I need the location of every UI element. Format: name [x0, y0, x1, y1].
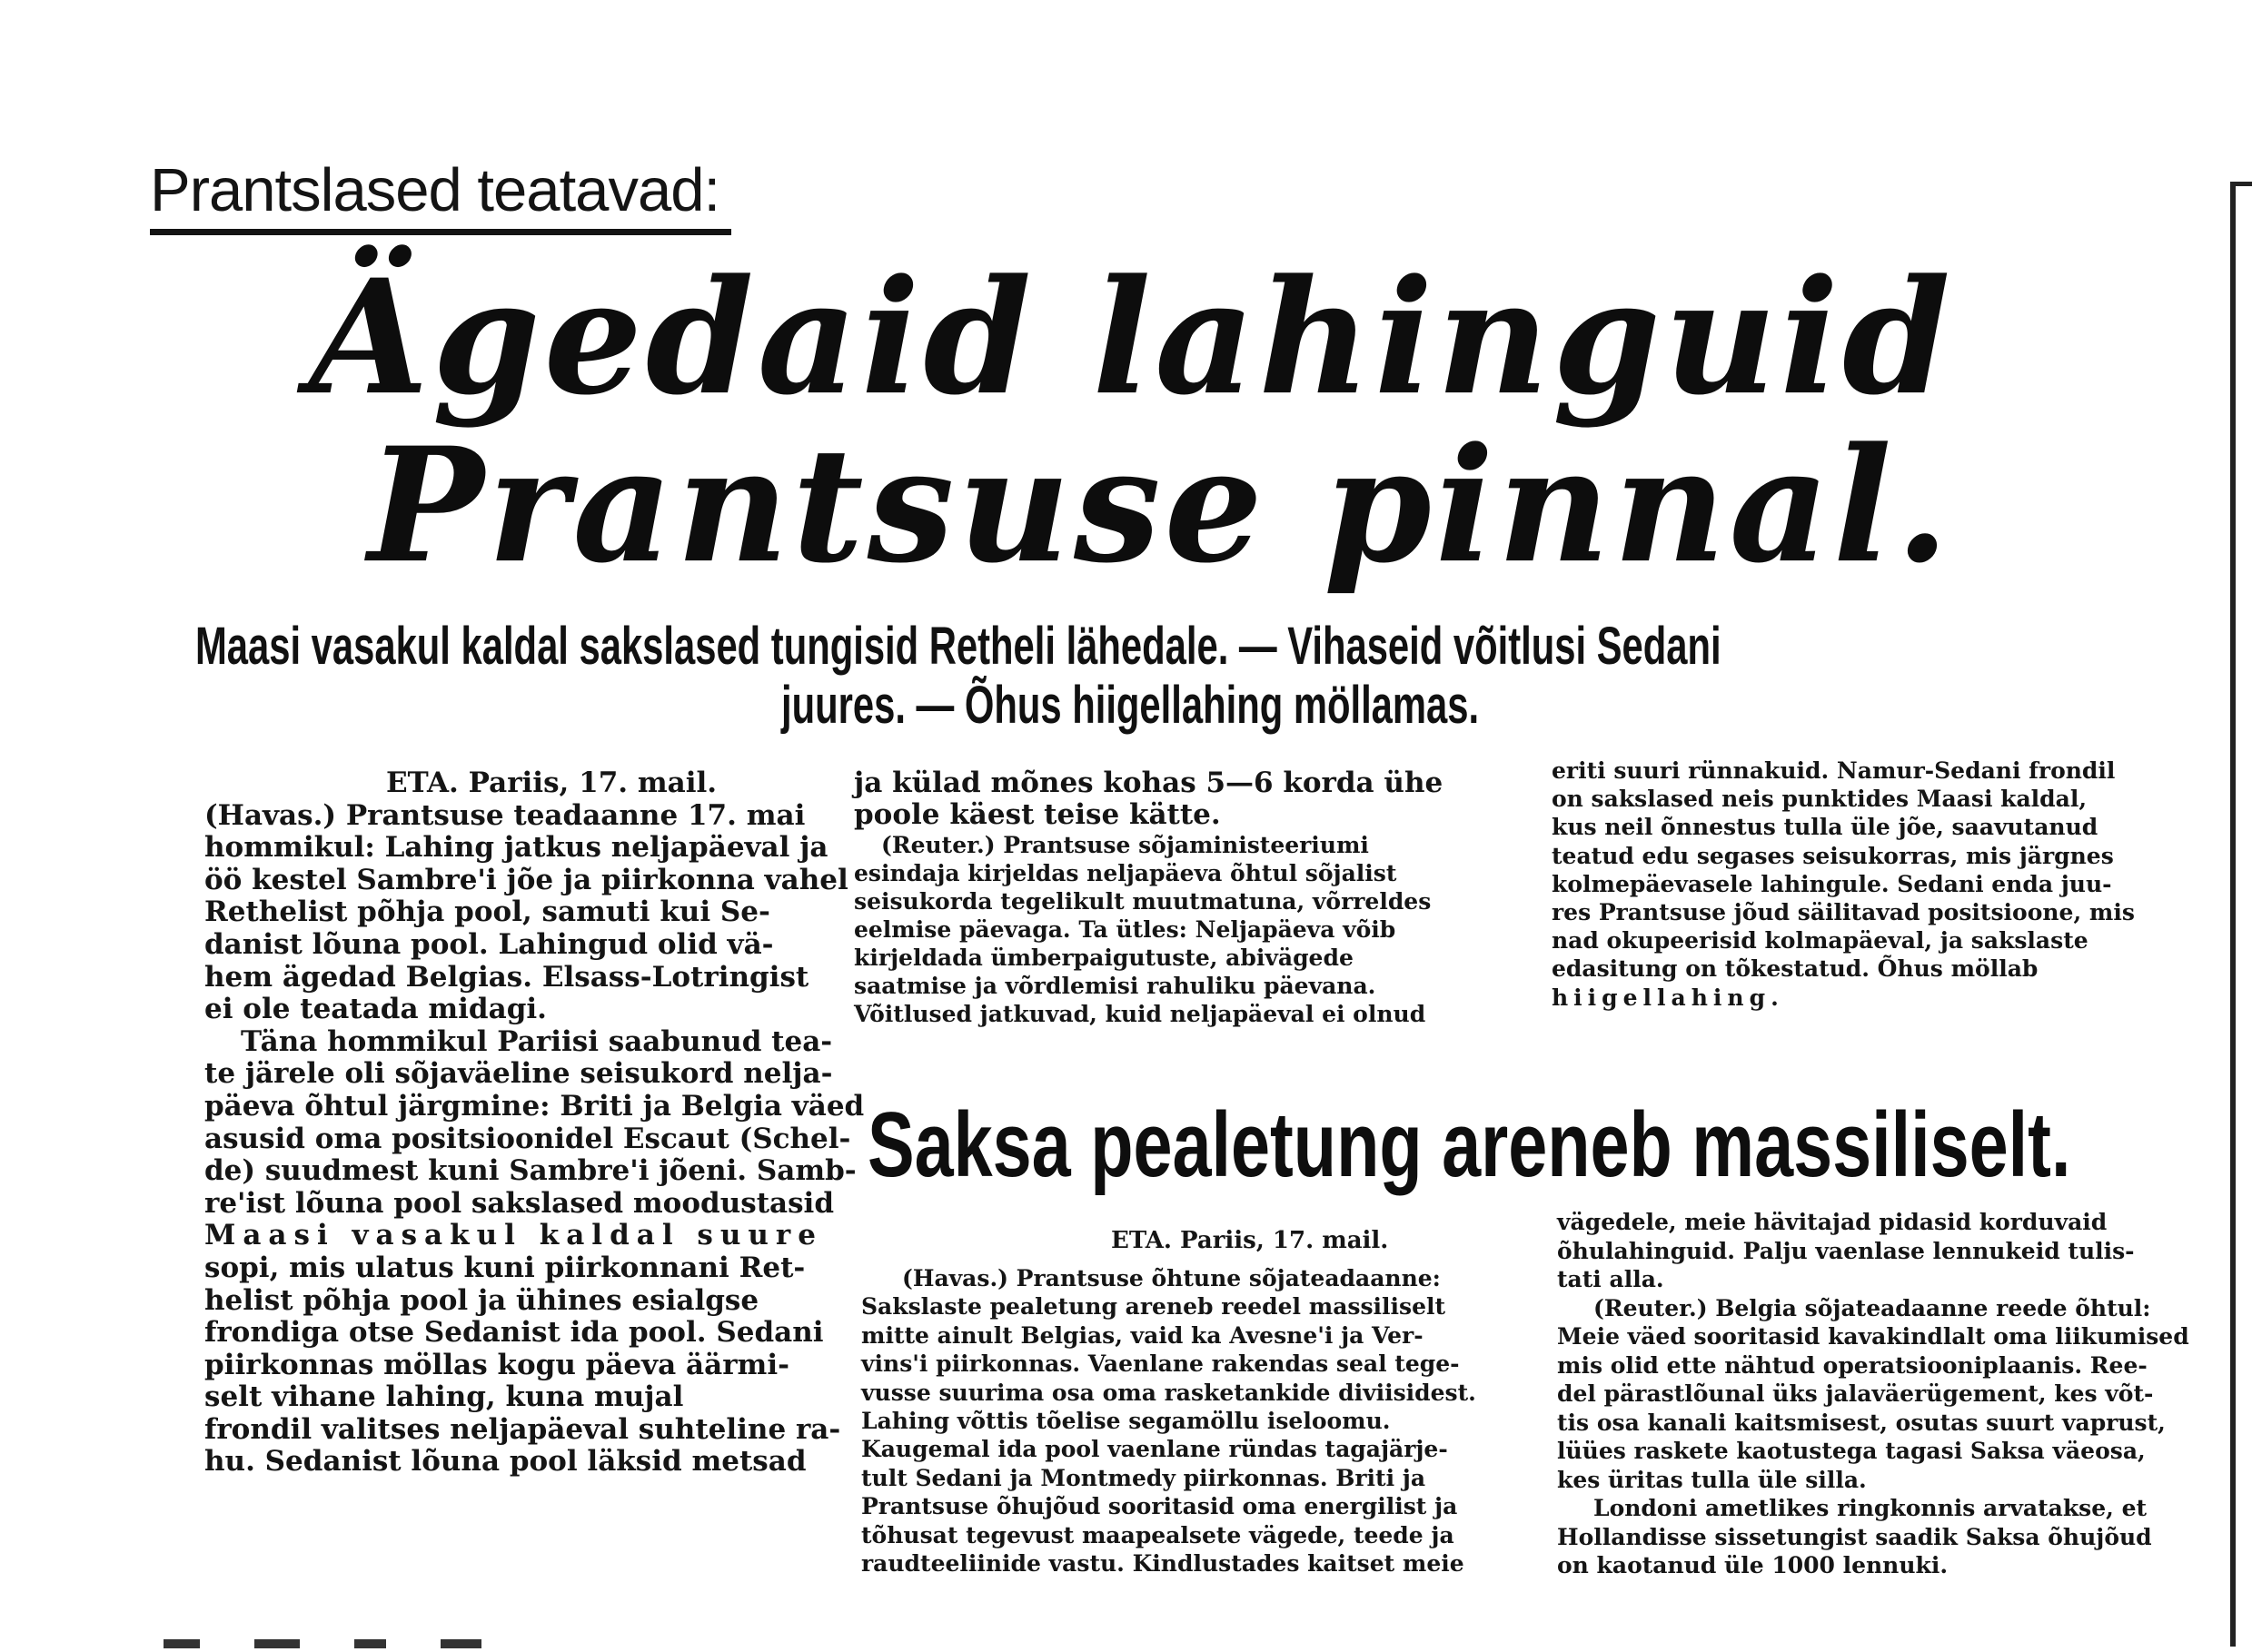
text-line: kirjeldada ümberpaigutuste, abivägede [854, 945, 1354, 971]
text-line: kus neil õnnestus tulla üle jõe, saavutanud [1552, 814, 2098, 841]
text-line: tati alla. [1557, 1266, 1664, 1292]
text-line: esindaja kirjeldas neljapäeva õhtul sõjalist [854, 860, 1397, 886]
text-line: Kaugemal ida pool vaenlane ründas tagajärje- [861, 1436, 1448, 1463]
article-column-5 [1557, 1208, 2189, 1580]
column-divider-rule [2230, 182, 2236, 1647]
kicker-underline [150, 229, 731, 235]
divider-cap [2230, 182, 2252, 186]
text-line: selt vihane lahing, kuna mujal [204, 1380, 684, 1414]
text-line: nad okupeerisid kolmapäeval, ja sakslaste [1552, 927, 2088, 955]
text-line: eriti suuri rünnakuid. Namur-Sedani frondil [1552, 757, 2116, 784]
dateline: ETA. Pariis, 17. mail. [1111, 1227, 1389, 1254]
subheadline-line-2: juures. — Õhus hiigellahing möllamas. [781, 676, 1480, 735]
text-line: danist lõuna pool. Lahingud olid vä- [204, 927, 774, 961]
text-line: tõhusat tegevust maapealsete vägede, teede ja [861, 1521, 1454, 1548]
article-column-1 [204, 767, 864, 1479]
text-line: del pärastlõunal üks jalaväerügement, kes võt- [1557, 1380, 2154, 1407]
text-line: Meie väed sooritasid kavakindlalt oma liikumised [1557, 1323, 2189, 1350]
text-line: Täna hommikul Pariisi saabunud tea- [241, 1024, 833, 1058]
text-line: kolmepäevasele lahingule. Sedani enda juu- [1552, 870, 2112, 897]
article-column-4 [861, 1217, 1476, 1578]
text-line: asusid oma positsioonidel Escaut (Schel- [204, 1122, 851, 1155]
text-line: öö kestel Sambre'i jõe ja piirkonna vahel [204, 863, 848, 896]
article-column-2 [854, 767, 1443, 1028]
text-line: poole käest teise kätte. [854, 798, 1221, 831]
text-line: Prantsuse õhujõud sooritasid oma energilist ja [861, 1493, 1458, 1520]
text-line: hommikul: Lahing jatkus neljapäeval ja [204, 831, 828, 865]
text-line: Võitlused jatkuvad, kuid neljapäeval ei olnud [854, 1001, 1426, 1027]
text-line: edasitung on tõkestatud. Õhus möllab [1552, 955, 2039, 983]
subheadline-line-1: Maasi vasakul kaldal sakslased tungisid Retheli lähedale. — Vihaseid võitlusi Sedani [195, 617, 1721, 676]
section-kicker: Prantslased teatavad: [150, 156, 720, 224]
text-line: Londoni ametlikes ringkonnis arvatakse, et [1593, 1495, 2148, 1521]
text-line: Sakslaste pealetung areneb reedel massiliselt [861, 1293, 1446, 1321]
text-line: ja külad mõnes kohas 5—6 korda ühe [854, 767, 1443, 799]
text-line: tult Sedani ja Montmedy piirkonnas. Briti ja [861, 1464, 1426, 1491]
text-line: teatud edu segases seisukorras, mis järgnes [1552, 842, 2114, 869]
second-headline: Saksa pealetung areneb massiliselt. [868, 1094, 2071, 1196]
text-line: Rethelist põhja pool, samuti kui Se- [204, 895, 770, 929]
text-line: (Reuter.) Belgia sõjateadaanne reede õhtul: [1593, 1294, 2151, 1321]
main-headline-line-1: Ägedaid lahinguid [309, 244, 1954, 430]
dateline: ETA. Pariis, 17. mail. [386, 767, 718, 799]
text-line: res Prantsuse jõud säilitavad positsioone, mis [1552, 899, 2135, 926]
text-line: seisukorda tegelikult muutmatuna, võrreldes [854, 888, 1432, 915]
cut-off-text-fragment [164, 1635, 672, 1647]
text-line: on kaotanud üle 1000 lennuki. [1557, 1552, 1949, 1578]
text-line: (Havas.) Prantsuse õhtune sõjateadaanne: [902, 1265, 1441, 1291]
main-headline-line-2: Prantsuse pinnal. [368, 412, 1953, 598]
text-line: eelmise päevaga. Ta ütles: Neljapäeva võib [854, 916, 1396, 943]
text-line: lüües raskete kaotustega tagasi Saksa väeosa, [1557, 1438, 2146, 1464]
text-line: saatmise ja võrdlemisi rahuliku päevana. [854, 973, 1376, 999]
text-line: vägedele, meie hävitajad pidasid korduvaid [1557, 1209, 2108, 1235]
text-line: kes üritas tulla üle silla. [1557, 1466, 1867, 1493]
text-line: mis olid ette nähtud operatsiooniplaanis. Ree- [1557, 1351, 2148, 1379]
text-line: vins'i piirkonnas. Vaenlane rakendas seal tege- [861, 1350, 1460, 1378]
text-line: de) suudmest kuni Sambre'i jõeni. Samb- [204, 1154, 857, 1188]
text-line: Lahing võttis tõelise segamöllu iseloomu. [861, 1408, 1391, 1435]
text-line: vusse suurima osa oma rasketankide diviisidest. [861, 1379, 1476, 1406]
text-line: õhulahinguid. Palju vaenlase lennukeid tulis- [1557, 1237, 2135, 1264]
text-line: Hollandisse sissetungist saadik Saksa õhujõud [1557, 1523, 2152, 1550]
text-line: piirkonnas möllas kogu päeva äärmi- [204, 1348, 789, 1381]
text-line: raudteeliinide vastu. Kindlustades kaitset meie [861, 1550, 1464, 1578]
text-line: hu. Sedanist lõuna pool läksid metsad [204, 1445, 807, 1479]
text-line: Maasi vasakul kaldal suure [204, 1219, 823, 1252]
text-line: ei ole teatada midagi. [204, 993, 547, 1026]
text-line: on sakslased neis punktides Maasi kaldal, [1552, 786, 2088, 813]
text-line: (Reuter.) Prantsuse sõjaministeeriumi [881, 832, 1369, 858]
text-line: sopi, mis ulatus kuni piirkonnani Ret- [204, 1251, 806, 1284]
article-column-3 [1552, 757, 2135, 1012]
text-line: frondiga otse Sedanist ida pool. Sedani [204, 1316, 824, 1350]
text-line: helist põhja pool ja ühines esialgse [204, 1283, 759, 1317]
text-line: (Havas.) Prantsuse teadaanne 17. mai [204, 798, 806, 832]
text-line: re'ist lõuna pool sakslased moodustasid [204, 1186, 835, 1220]
text-line: te järele oli sõjaväeline seisukord nelja- [204, 1057, 833, 1091]
text-line: frondil valitses neljapäeval suhteline ra- [204, 1412, 841, 1446]
text-line: mitte ainult Belgias, vaid ka Avesne'i ja Ver- [861, 1321, 1424, 1349]
text-line: tis osa kanali kaitsmisest, osutas suurt vaprust, [1557, 1409, 2166, 1436]
text-line: hem ägedad Belgias. Elsass-Lotringist [204, 960, 809, 994]
text-line: hiigellahing. [1552, 984, 1784, 1011]
text-line: päeva õhtul järgmine: Briti ja Belgia väed [204, 1089, 865, 1123]
